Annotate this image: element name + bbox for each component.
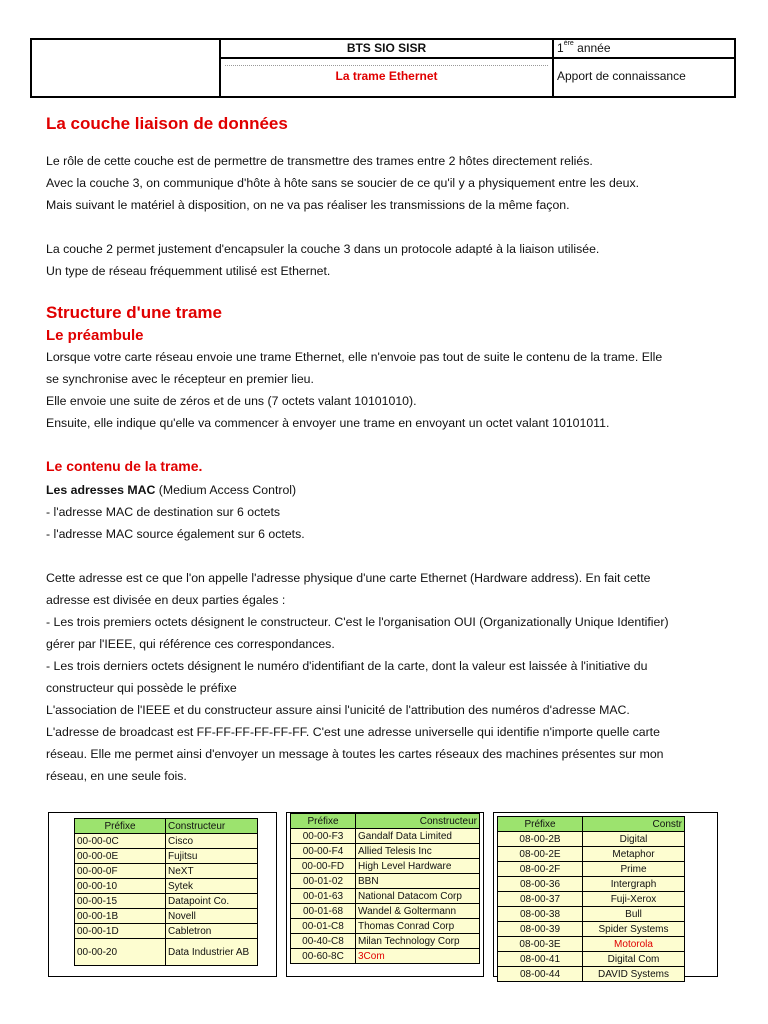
header-row-2 (221, 59, 734, 96)
document-type: Apport de connaissance (557, 69, 686, 83)
table-row (291, 919, 480, 934)
header-row-1 (221, 40, 734, 59)
table-header: Préfixe (75, 819, 166, 834)
paragraph: réseau. Elle me permet ainsi d'envoyer un message à toutes les cartes réseaux des machines présentes sur mon (46, 747, 664, 761)
prefix-cell: 00-00-FD (291, 859, 356, 874)
vendor-cell: Fuji-Xerox (583, 892, 685, 907)
table-row (75, 924, 258, 939)
vendor-cell: Digital Com (583, 952, 685, 967)
header-table (30, 38, 736, 98)
table-row (291, 934, 480, 949)
vendor-cell: Data Industrier AB (166, 939, 258, 966)
vendor-cell: NeXT (166, 864, 258, 879)
table-row (75, 894, 258, 909)
paragraph: Mais suivant le matériel à disposition, on ne va pas réaliser les transmissions de la même façon. (46, 198, 570, 212)
preambule-body (46, 346, 736, 434)
table-header: Préfixe (291, 814, 356, 829)
vendor-cell: Datapoint Co. (166, 894, 258, 909)
prefix-cell: 08-00-2B (498, 832, 583, 847)
table-row (291, 874, 480, 889)
vendor-cell: Spider Systems (583, 922, 685, 937)
table-row (498, 952, 685, 967)
vendor-cell: Digital (583, 832, 685, 847)
prefix-cell: 00-00-F4 (291, 844, 356, 859)
table-row (498, 847, 685, 862)
paragraph: Elle envoie une suite de zéros et de uns (7 octets valant 10101010). (46, 394, 417, 408)
paragraph: L'association de l'IEEE et du constructeur assure ainsi l'unicité de l'attribution des numéros d'adresse MAC. (46, 703, 630, 717)
vendor-cell: High Level Hardware (356, 859, 480, 874)
prefix-cell: 00-01-63 (291, 889, 356, 904)
vendor-cell: Milan Technology Corp (356, 934, 480, 949)
paragraph: Lorsque votre carte réseau envoie une trame Ethernet, elle n'envoie pas tout de suite le contenu de la trame. Elle (46, 350, 663, 364)
vendor-cell: Intergraph (583, 877, 685, 892)
vendor-cell: Fujitsu (166, 849, 258, 864)
prefix-cell: 00-40-C8 (291, 934, 356, 949)
vendor-cell: Cisco (166, 834, 258, 849)
prefix-cell: 00-01-68 (291, 904, 356, 919)
table-row (291, 904, 480, 919)
vendor-cell: Cabletron (166, 924, 258, 939)
paragraph: - Les trois derniers octets désignent le numéro d'identifiant de la carte, dont la valeur est laissée à l'initiative du (46, 659, 648, 673)
table-header: Constructeur (356, 814, 480, 829)
paragraph: - l'adresse MAC source également sur 6 octets. (46, 527, 305, 541)
vendor-cell: Gandalf Data Limited (356, 829, 480, 844)
oui-table-3 (497, 816, 685, 982)
paragraph: gérer par l'IEEE, qui référence ces correspondances. (46, 637, 335, 651)
table-row (291, 829, 480, 844)
table-row (75, 864, 258, 879)
vendor-cell: National Datacom Corp (356, 889, 480, 904)
table-row (498, 892, 685, 907)
subsection-preambule: Le préambule (46, 327, 144, 344)
prefix-cell: 08-00-44 (498, 967, 583, 982)
prefix-cell: 08-00-3E (498, 937, 583, 952)
table-row (291, 949, 480, 964)
paragraph: Cette adresse est ce que l'on appelle l'adresse physique d'une carte Ethernet (Hardware address). En fait cette (46, 571, 651, 585)
table-header: Constructeur (166, 819, 258, 834)
paragraph: Ensuite, elle indique qu'elle va commencer à envoyer une trame en envoyant un octet valant 10101011. (46, 416, 610, 430)
vendor-cell: Novell (166, 909, 258, 924)
prefix-cell: 08-00-2F (498, 862, 583, 877)
paragraph: se synchronise avec le récepteur en premier lieu. (46, 372, 314, 386)
table-row (498, 832, 685, 847)
dotted-line (225, 65, 548, 66)
paragraph: constructeur qui possède le préfixe (46, 681, 237, 695)
table-header: Préfixe (498, 817, 583, 832)
prefix-cell: 00-00-1B (75, 909, 166, 924)
table-row (291, 844, 480, 859)
paragraph: - Les trois premiers octets désignent le constructeur. C'est le l'organisation OUI (Organizationally Unique Identifier) (46, 615, 669, 629)
prefix-cell: 08-00-2E (498, 847, 583, 862)
paragraph: Avec la couche 3, on communique d'hôte à hôte sans se soucier de ce qu'il y a physiquement entre les deux. (46, 176, 640, 190)
paragraph: La couche 2 permet justement d'encapsuler la couche 3 dans un protocole adapté à la liaison utilisée. (46, 242, 600, 256)
prefix-cell: 08-00-38 (498, 907, 583, 922)
prefix-cell: 00-00-0C (75, 834, 166, 849)
prefix-cell: 00-00-1D (75, 924, 166, 939)
vendor-cell: Thomas Conrad Corp (356, 919, 480, 934)
vendor-cell: DAVID Systems (583, 967, 685, 982)
paragraph: - l'adresse MAC de destination sur 6 octets (46, 505, 281, 519)
table-row (291, 889, 480, 904)
section1-body (46, 150, 736, 282)
table-row (498, 922, 685, 937)
table-row (291, 859, 480, 874)
paragraph: adresse est divisée en deux parties égales : (46, 593, 286, 607)
prefix-cell: 00-01-C8 (291, 919, 356, 934)
course-name: BTS SIO SISR (221, 40, 554, 57)
table-row (75, 879, 258, 894)
table-row (75, 849, 258, 864)
prefix-cell: 08-00-41 (498, 952, 583, 967)
section-title-structure: Structure d'une trame (46, 303, 222, 322)
prefix-cell: 00-00-0E (75, 849, 166, 864)
prefix-cell: 08-00-36 (498, 877, 583, 892)
document-title: La trame Ethernet (221, 59, 554, 96)
vendor-cell: Wandel & Goltermann (356, 904, 480, 919)
vendor-cell: Motorola (583, 937, 685, 952)
year-label: 1ère année (557, 40, 611, 55)
table-row (498, 877, 685, 892)
header-logo-cell (32, 40, 221, 96)
table-header: Constr (583, 817, 685, 832)
section-title-couche: La couche liaison de données (46, 114, 288, 133)
prefix-cell: 00-01-02 (291, 874, 356, 889)
prefix-cell: 00-00-10 (75, 879, 166, 894)
paragraph: L'adresse de broadcast est FF-FF-FF-FF-FF-FF. C'est une adresse universelle qui identifie n'importe quelle carte (46, 725, 660, 739)
prefix-cell: 00-00-20 (75, 939, 166, 966)
oui-table-2 (290, 813, 480, 964)
vendor-cell: Allied Telesis Inc (356, 844, 480, 859)
contenu-body (46, 479, 736, 787)
prefix-cell: 08-00-37 (498, 892, 583, 907)
oui-table-1 (74, 818, 258, 966)
vendor-cell: BBN (356, 874, 480, 889)
vendor-cell: Bull (583, 907, 685, 922)
table-row (498, 937, 685, 952)
prefix-cell: 00-00-F3 (291, 829, 356, 844)
vendor-cell: Sytek (166, 879, 258, 894)
paragraph: Le rôle de cette couche est de permettre de transmettre des trames entre 2 hôtes directement reliés. (46, 154, 593, 168)
prefix-cell: 08-00-39 (498, 922, 583, 937)
table-row (75, 939, 258, 966)
table-row (498, 862, 685, 877)
table-row (498, 907, 685, 922)
table-row (75, 834, 258, 849)
prefix-cell: 00-60-8C (291, 949, 356, 964)
prefix-cell: 00-00-15 (75, 894, 166, 909)
table-row (498, 967, 685, 982)
vendor-cell: Metaphor (583, 847, 685, 862)
table-row (75, 909, 258, 924)
subsection-contenu: Le contenu de la trame. (46, 458, 203, 474)
vendor-cell: 3Com (356, 949, 480, 964)
prefix-cell: 00-00-0F (75, 864, 166, 879)
paragraph: Les adresses MAC (Medium Access Control) (46, 483, 297, 497)
paragraph: Un type de réseau fréquemment utilisé est Ethernet. (46, 264, 331, 278)
paragraph: réseau, en une seule fois. (46, 769, 187, 783)
vendor-cell: Prime (583, 862, 685, 877)
